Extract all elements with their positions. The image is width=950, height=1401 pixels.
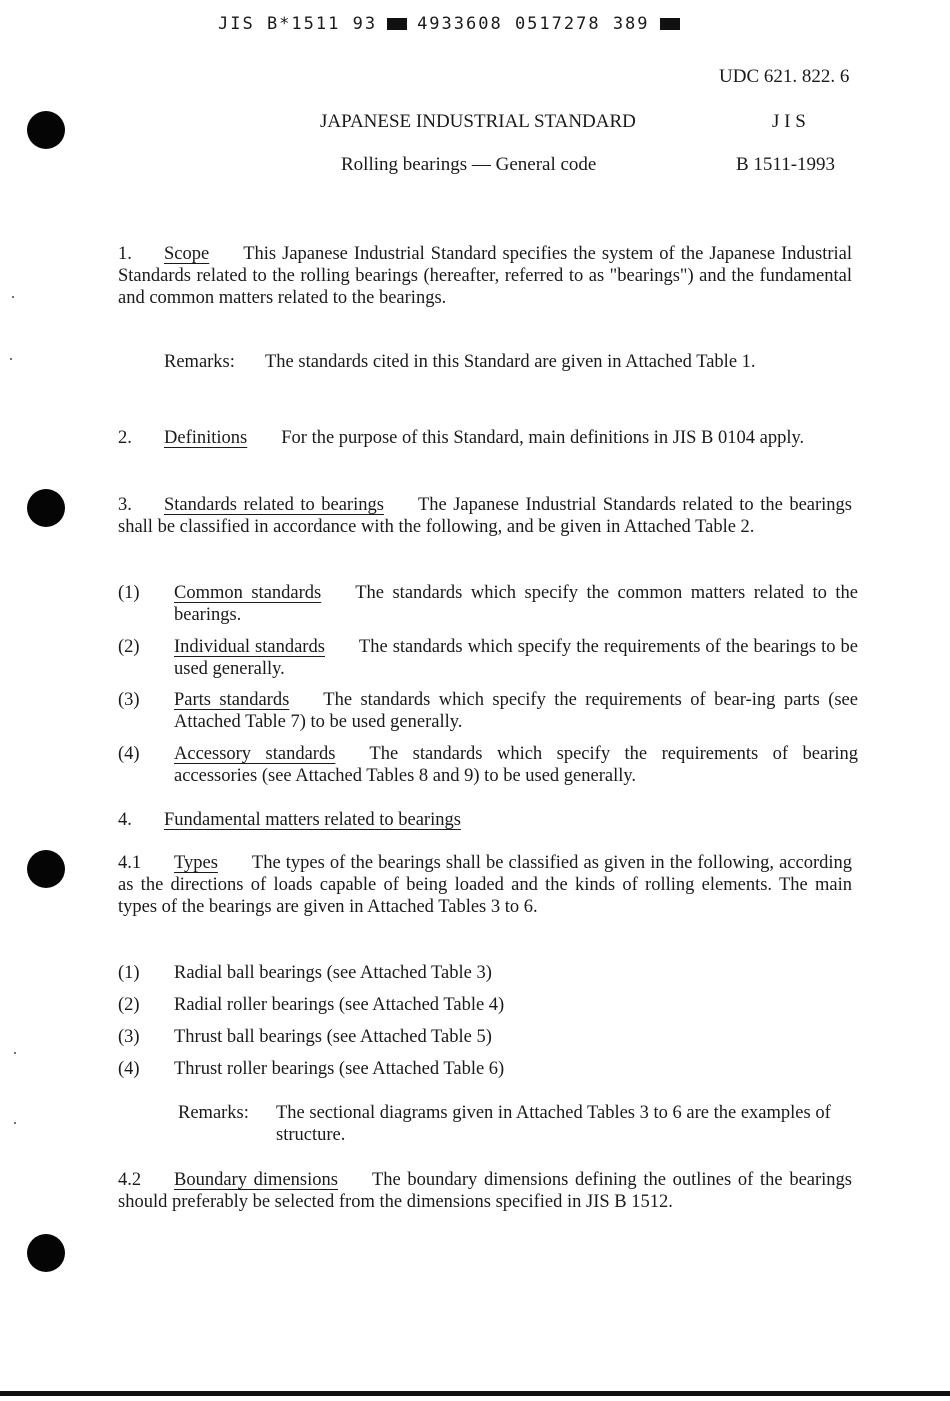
list-item: [118, 1058, 858, 1080]
section-heading: Boundary dimensions: [174, 1170, 338, 1190]
scan-speck: [12, 296, 14, 298]
scan-header-middle: 4933608 0517278 389: [417, 14, 650, 34]
section-number: 4.1: [118, 853, 142, 873]
remarks-label: Remarks:: [164, 352, 235, 372]
item-heading: Common standards: [174, 583, 322, 603]
item-text: The standards which specify the common matters related to the bearings.: [174, 583, 858, 625]
section-standards: [118, 494, 852, 538]
section-text: This Japanese Industrial Standard specifies the system of the Japanese Industrial Standards related to the rolling bearings (hereafter, referred to as "bearings") and the fundamental and common matters related to the bearings.: [118, 244, 852, 308]
jis-label: J I S: [772, 111, 806, 132]
item-text: Thrust roller bearings (see Attached Table 6): [174, 1059, 505, 1079]
punch-hole: [27, 1234, 65, 1272]
item-number: (4): [118, 744, 140, 764]
section-text: The Japanese Industrial Standards related to the bearings shall be classified in accordance with the following, and be given in Attached Table 2.: [118, 495, 852, 537]
section-text: The boundary dimensions defining the outlines of the bearings should preferably be selected from the dimensions specified in JIS B 1512.: [118, 1170, 852, 1212]
punch-hole: [27, 850, 65, 888]
section-heading: Scope: [164, 244, 210, 264]
list-item: [118, 636, 858, 680]
page-bottom-rule: [0, 1391, 950, 1396]
section-number: 4.2: [118, 1170, 142, 1190]
section-types: [118, 852, 852, 918]
item-heading: Accessory standards: [174, 744, 336, 764]
scan-speck: [14, 1052, 16, 1054]
item-number: (3): [118, 1027, 140, 1047]
scan-block-mark: [387, 18, 407, 30]
section-heading: Definitions: [164, 428, 248, 448]
item-text: Radial roller bearings (see Attached Table 4): [174, 995, 505, 1015]
section-text: The types of the bearings shall be classified as given in the following, according as the directions of loads capable of being loaded and the kinds of rolling elements. The main types of the bearings are given in Attached Tables 3 to 6.: [118, 853, 852, 917]
section-definitions: [118, 427, 852, 449]
list-item: [118, 1026, 858, 1048]
section-heading: Types: [174, 853, 218, 873]
remarks-label: Remarks:: [178, 1103, 249, 1123]
section-text: For the purpose of this Standard, main definitions in JIS B 0104 apply.: [281, 428, 805, 448]
item-number: (2): [118, 995, 140, 1015]
item-number: (3): [118, 690, 140, 710]
scan-block-mark: [660, 18, 680, 30]
item-number: (2): [118, 637, 140, 657]
section-heading: Standards related to bearings: [164, 495, 384, 515]
item-number: (1): [118, 963, 140, 983]
item-text: The standards which specify the requirements of the bearings to be used generally.: [174, 637, 858, 679]
section-number: 3.: [118, 495, 132, 515]
item-text: The standards which specify the requirements of bear-ing parts (see Attached Table 7) to be used generally.: [174, 690, 858, 732]
scope-remarks: [164, 351, 854, 373]
remarks-text: The sectional diagrams given in Attached Tables 3 to 6 are the examples of structure.: [276, 1103, 831, 1145]
item-number: (1): [118, 583, 140, 603]
list-item: [118, 743, 858, 787]
udc-code: UDC 621. 822. 6: [719, 66, 850, 87]
scan-header-left: JIS B*1511 93: [218, 14, 378, 34]
item-heading: Parts standards: [174, 690, 290, 710]
list-item: [118, 582, 858, 626]
list-item: [118, 994, 858, 1016]
section-scope: [118, 243, 852, 309]
standard-name: JAPANESE INDUSTRIAL STANDARD: [320, 111, 636, 132]
item-heading: Individual standards: [174, 637, 325, 657]
document-title: Rolling bearings — General code: [341, 154, 597, 175]
section-heading: Fundamental matters related to bearings: [164, 810, 461, 830]
document-number: B 1511-1993: [736, 154, 836, 175]
list-item: [118, 962, 858, 984]
section-number: 2.: [118, 428, 132, 448]
list-item: [118, 689, 858, 733]
section-number: 4.: [118, 810, 132, 830]
scan-speck: [14, 1122, 16, 1124]
punch-hole: [27, 489, 65, 527]
item-number: (4): [118, 1059, 140, 1079]
scan-header: [218, 14, 680, 34]
scan-speck: [10, 358, 12, 360]
section-fundamental: [118, 809, 852, 831]
section-number: 1.: [118, 244, 132, 264]
section-boundary-dimensions: [118, 1169, 852, 1213]
punch-hole: [27, 111, 65, 149]
remarks-text: The standards cited in this Standard are given in Attached Table 1.: [265, 352, 756, 372]
item-text: Radial ball bearings (see Attached Table 3): [174, 963, 492, 983]
types-remarks: [178, 1102, 854, 1146]
item-text: The standards which specify the requirements of bearing accessories (see Attached Tables 8 and 9) to be used generally.: [174, 744, 858, 786]
item-text: Thrust ball bearings (see Attached Table 5): [174, 1027, 492, 1047]
